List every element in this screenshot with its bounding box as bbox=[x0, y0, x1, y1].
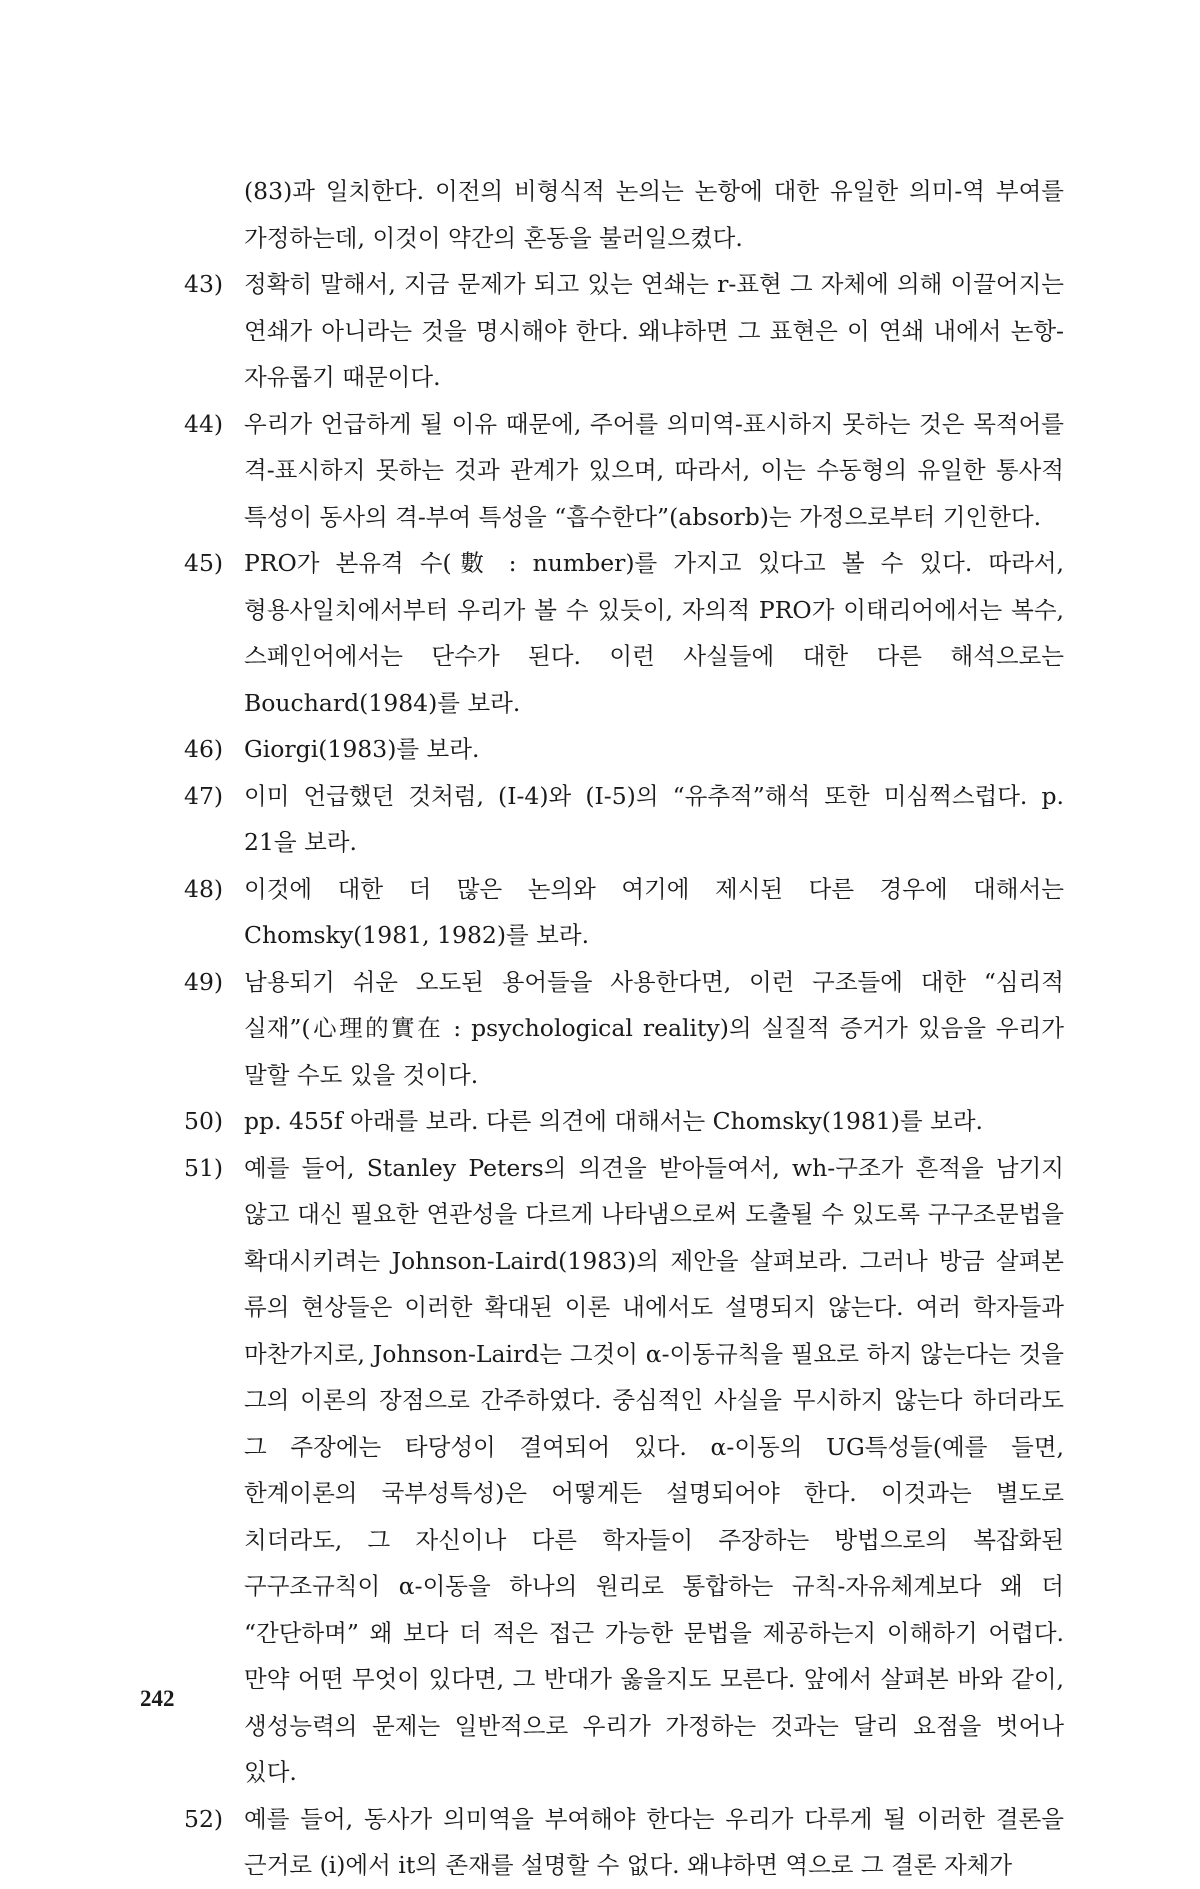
footnote-continuation bbox=[184, 168, 1064, 261]
footnote-45 bbox=[184, 540, 1064, 726]
footnote-50 bbox=[184, 1098, 1064, 1145]
footnote-number: 48) bbox=[184, 874, 224, 903]
footnote-number: 43) bbox=[184, 270, 224, 298]
page-number: 242 bbox=[140, 1686, 175, 1711]
footnote-text: pp. 455f 아래를 보라. 다른 의견에 대해서는 Chomsky(1981)를 보라. bbox=[244, 1107, 983, 1135]
footnote-43 bbox=[184, 261, 1064, 401]
footnote-text: 이미 언급했던 것처럼, (I-4)와 (I-5)의 “유추적”해석 또한 미심쩍스럽다. p. 21을 보라. bbox=[244, 781, 1064, 856]
footnote-51 bbox=[184, 1145, 1064, 1796]
footnote-text: 예를 들어, Stanley Peters의 의견을 받아들여서, wh-구조가 흔적을 남기지 않고 대신 필요한 연관성을 다르게 나타냄으로써 도출될 수 있도록 구구조문법을 확대시키려는 Johnson-Laird(1983)의 제안을 살펴보라. 그러나 방금 살펴본 류의 현상들은 이러한 확대된 이론 내에서도 설명되지 않는다. 여러 학자들과 마찬가지로, Johnson-Laird는 그것이 α-이동규칙을 필요로 하지 않는다는 것을 그의 이론의 장점으로 간주하였다. 중심적인 사실을 무시하지 않는다 하더라도 그 주장에는 타당성이 결여되어 있다. α-이동의 UG특성들(예를 들면, 한계이론의 국부성특성)은 어떻게든 설명되어야 한다. 이것과는 별도로 치더라도, 그 자신이나 다른 학자들이 주장하는 방법으로의 복잡화된 구구조규칙이 α-이동을 하나의 원리로 통합하는 규칙-자유체계보다 왜 더 “간단하며” 왜 보다 더 적은 접근 가능한 문법을 제공하는지 이해하기 어렵다. 만약 어떤 무엇이 있다면, 그 반대가 옳을지도 모른다. 앞에서 살펴본 바와 같이, 생성능력의 문제는 일반적으로 우리가 가정하는 것과는 달리 요점을 벗어나 있다. bbox=[244, 1153, 1064, 1786]
footnote-text: Giorgi(1983)를 보라. bbox=[244, 735, 480, 763]
footnote-text: 이것에 대한 더 많은 논의와 여기에 제시된 다른 경우에 대해서는 Chomsky(1981, 1982)를 보라. bbox=[244, 874, 1064, 949]
footnote-47 bbox=[184, 773, 1064, 866]
footnote-number: 49) bbox=[184, 967, 224, 996]
footnote-text: 정확히 말해서, 지금 문제가 되고 있는 연쇄는 r-표현 그 자체에 의해 이끌어지는 연쇄가 아니라는 것을 명시해야 한다. 왜냐하면 그 표현은 이 연쇄 내에서 논항-자유롭기 때문이다. bbox=[244, 270, 1064, 391]
footnote-number: 44) bbox=[184, 409, 224, 438]
footnote-46 bbox=[184, 726, 1064, 773]
footnote-text: 예를 들어, 동사가 의미역을 부여해야 한다는 우리가 다루게 될 이러한 결론을 근거로 (i)에서 it의 존재를 설명할 수 없다. 왜냐하면 역으로 그 결론 자체가 bbox=[244, 1804, 1064, 1879]
footnote-number: 45) bbox=[184, 549, 224, 577]
footnote-number: 47) bbox=[184, 781, 224, 810]
footnote-text: PRO가 본유격 수(數 : number)를 가지고 있다고 볼 수 있다. 따라서, 형용사일치에서부터 우리가 볼 수 있듯이, 자의적 PRO가 이태리어에서는 복수, 스페인어에서는 단수가 된다. 이런 사실들에 대한 다른 해석으로는 Bouchard(1984)를 보라. bbox=[244, 549, 1064, 717]
footnote-number: 50) bbox=[184, 1107, 224, 1135]
footnote-number: 52) bbox=[184, 1804, 224, 1833]
footnotes-block bbox=[184, 168, 1064, 1889]
footnote-number: 51) bbox=[184, 1153, 224, 1182]
footnote-number: 46) bbox=[184, 735, 224, 763]
footnote-text: 남용되기 쉬운 오도된 용어들을 사용한다면, 이런 구조들에 대한 “심리적 실재”(心理的實在 : psychological reality)의 실질적 증거가 있음을 우리가 말할 수도 있을 것이다. bbox=[244, 967, 1064, 1089]
footnote-text: 우리가 언급하게 될 이유 때문에, 주어를 의미역-표시하지 못하는 것은 목적어를 격-표시하지 못하는 것과 관계가 있으며, 따라서, 이는 수동형의 유일한 통사적 특성이 동사의 격-부여 특성을 “흡수한다”(absorb)는 가정으로부터 기인한다. bbox=[244, 409, 1064, 531]
footnote-44 bbox=[184, 401, 1064, 541]
footnote-52 bbox=[184, 1796, 1064, 1889]
footnote-48 bbox=[184, 866, 1064, 959]
footnote-49 bbox=[184, 959, 1064, 1099]
footnote-text: (83)과 일치한다. 이전의 비형식적 논의는 논항에 대한 유일한 의미-역 부여를 가정하는데, 이것이 약간의 혼동을 불러일으켰다. bbox=[244, 177, 1064, 252]
